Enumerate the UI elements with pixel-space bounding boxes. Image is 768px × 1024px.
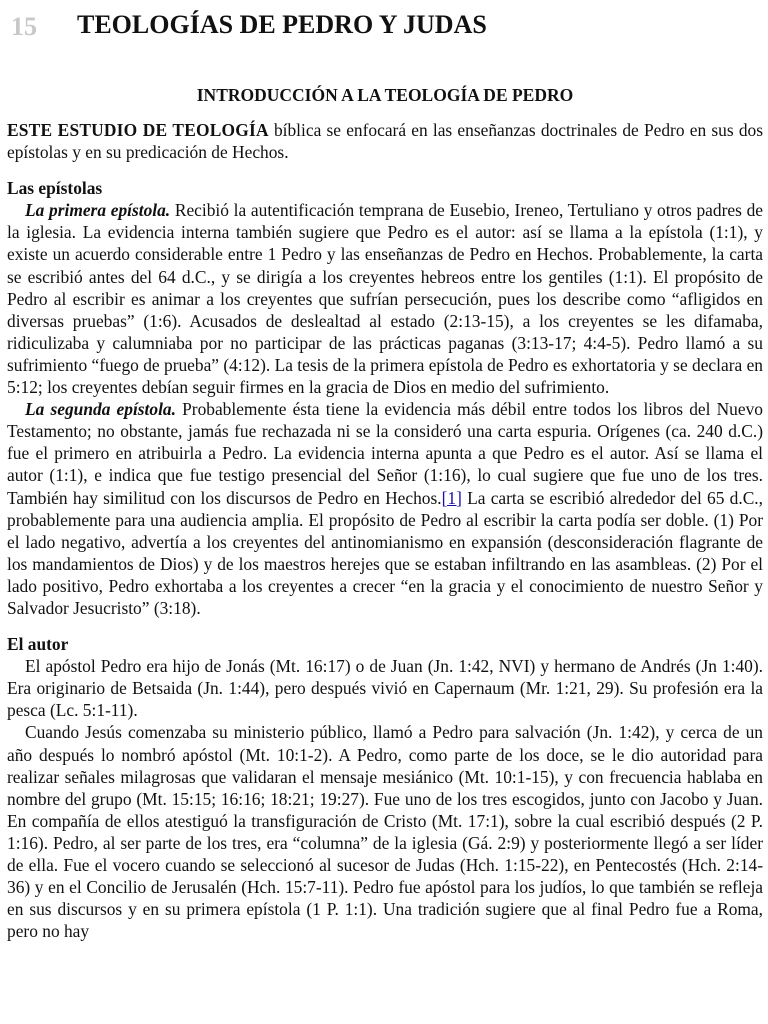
segunda-epistola-text-a: Probablemente ésta tiene la evidencia más débil entre todos los libros del Nuevo Testamento; no obstante, jamás fue rechazada ni se la consideró una carta espuria. Orígenes (ca. 240 d.C.) fue el primero en atribuirla a Pedro. La evidencia interna apunta a que Pedro es el autor. Así se llama el autor (1:1), e indica que fue testigo presencial del Señor (1:16), lo cual sugiere que fue uno de los tres. También hay similitud con los discursos de Pedro en Hechos.	[7, 399, 763, 508]
intro-text: bíblica se enfocará en las enseñanzas doctrinales de Pedro en sus dos epístolas y en su predicación de Hechos.	[7, 120, 763, 163]
autor-paragraph-2: Cuando Jesús comenzaba su ministerio público, llamó a Pedro para salvación (Jn. 1:42), y cerca de un año después lo nombró apóstol (Mt. 10:1-2). A Pedro, como parte de los doce, se le dio autoridad para realizar señales milagrosas que validaran el mensaje mesiánico (Mt. 10:1-15), y con frecuencia hablaba en nombre del grupo (Mt. 15:15; 16:16; 18:21; 19:27). Fue uno de los tres escogidos, junto con Jacobo y Juan. En compañía de ellos atestiguó la transfiguración de Cristo (Mt. 17:1), sobre la cual escribió después (2 P. 1:16). Pedro, al ser parte de los tres, era “columna” de la iglesia (Gá. 2:9) y posteriormente llegó a ser líder de ella. Fue el vocero cuando se seleccionó al sucesor de Judas (Hch. 1:15-22), en Pentecostés (Hch. 2:14-36) y en el Concilio de Jerusalén (Hch. 15:7-11). Pedro fue apóstol para los judíos, lo que también se refleja en sus discursos y en su primera epístola (1 P. 1:1). Una tradición sugiere que al final Pedro fue a Roma, pero no hay	[7, 722, 763, 942]
primera-epistola-paragraph	[7, 199, 763, 398]
primera-epistola-title: La primera epístola.	[25, 200, 171, 221]
intro-paragraph	[7, 119, 763, 163]
autor-paragraph-1: El apóstol Pedro era hijo de Jonás (Mt. 16:17) o de Juan (Jn. 1:42, NVI) y hermano de Andrés (Jn 1:40). Era originario de Betsaida (Jn. 1:44), pero después vivió en Capernaum (Mr. 1:21, 29). Su profesión era la pesca (Lc. 5:1-11).	[7, 656, 763, 721]
chapter-header	[7, 10, 763, 46]
epistolas-heading: Las epístolas	[7, 178, 103, 199]
section-title: INTRODUCCIÓN A LA TEOLOGÍA DE PEDRO	[196, 85, 574, 105]
chapter-title: TEOLOGÍAS DE PEDRO Y JUDAS	[77, 10, 487, 39]
segunda-epistola-text-b: La carta se escribió alrededor del 65 d.C., probablemente para una audiencia amplia. El propósito de Pedro al escribir la carta podía ser doble. (1) Por el lado negativo, advertía a los creyentes del antinomianismo en expansión (desconsideración flagrante de los mandamientos de Dios) y de los maestros herejes que se estaban infiltrando en las asambleas. (2) Por el lado positivo, Pedro exhortaba a los creyentes a crecer “en la gracia y el conocimiento de nuestro Señor y Salvador Jesucristo” (3:18).	[7, 487, 763, 618]
primera-epistola-text: Recibió la autentificación temprana de Eusebio, Ireneo, Tertuliano y otros padres de la iglesia. La evidencia interna también sugiere que Pedro es el autor: así se llama a la epístola (1:1), y existe un acuerdo considerable entre 1 Pedro y las enseñanzas de Pedro en Hechos. Probablemente, la carta se escribió antes del 64 d.C., y se dirigía a los creyentes hebreos entre los gentiles (1:1). El propósito de Pedro al escribir es animar a los creyentes que sufrían persecución, pues los describe como “afligidos en diversas pruebas” (1:6). Acusados de deslealtad al estado (2:13-15), a los creyentes se les difamaba, ridiculizaba y calumniaba por no participar de las prácticas paganas (3:13-17; 4:4-5). Pedro llamó a su sufrimiento “fuego de prueba” (4:12). La tesis de la primera epístola de Pedro es exhortatoria y se declara en 5:12; los creyentes debían seguir firmes en la gracia de Dios en medio del sufrimiento.	[7, 200, 763, 398]
segunda-epistola-title: La segunda epístola.	[25, 399, 176, 420]
footnote-link[interactable]: [1]	[441, 487, 462, 508]
chapter-number: 15	[11, 12, 37, 41]
segunda-epistola-paragraph	[7, 398, 763, 619]
intro-lead: ESTE ESTUDIO DE TEOLOGÍA	[7, 120, 269, 140]
autor-heading: El autor	[7, 634, 69, 655]
document-body	[7, 119, 763, 942]
